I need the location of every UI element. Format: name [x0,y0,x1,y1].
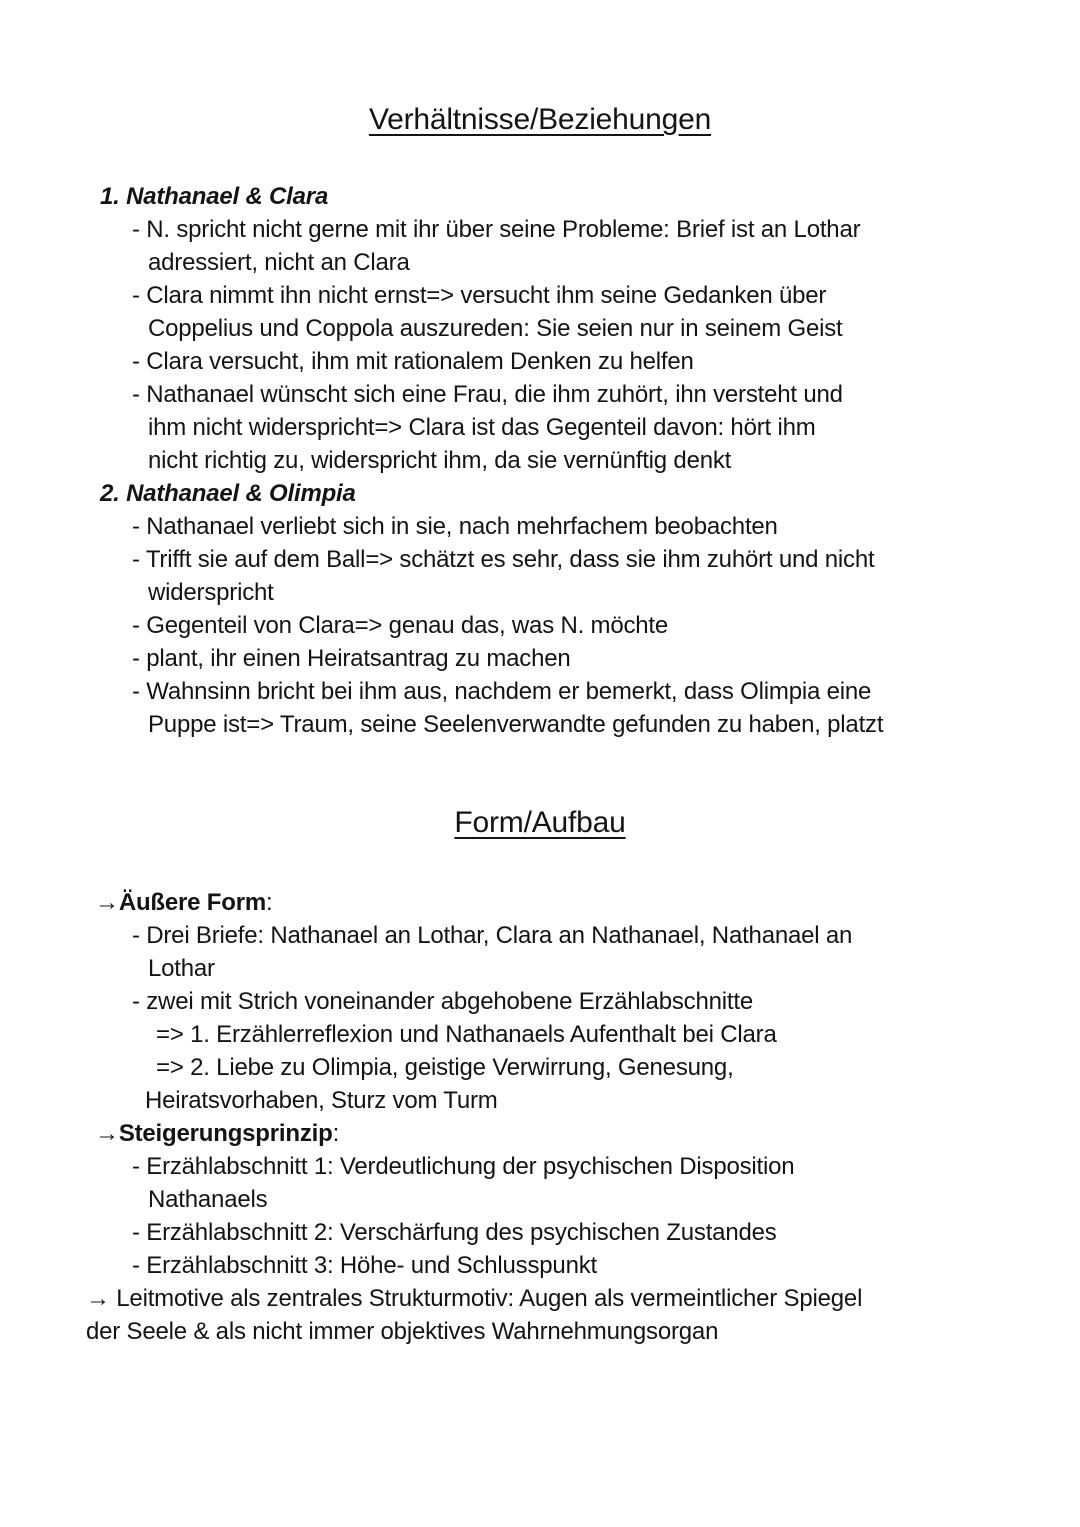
right-arrow-icon: → [95,1120,119,1147]
note-line: nicht richtig zu, widerspricht ihm, da sie vernünftig denkt [148,447,732,474]
group-heading-label: Steigerungsprinzip [118,1120,333,1147]
group-heading-steigerungsprinzip [0,1117,1080,1150]
note-line: Nathanaels [148,1186,268,1213]
group-heading-nathanael-clara: 1. Nathanael & Clara [100,183,329,210]
note-line: - plant, ihr einen Heiratsantrag zu machen [132,645,571,672]
right-arrow-icon: → [95,889,119,916]
note-line: - Erzählabschnitt 1: Verdeutlichung der psychischen Disposition [132,1153,795,1180]
note-line: widerspricht [148,579,274,606]
note-line: => 1. Erzählerreflexion und Nathanaels Aufenthalt bei Clara [156,1021,777,1048]
note-line: - Drei Briefe: Nathanael an Lothar, Clara an Nathanael, Nathanael an [132,922,853,949]
section-title-text: Verhältnisse/Beziehungen [368,103,712,136]
note-line: - Erzählabschnitt 2: Verschärfung des psychischen Zustandes [132,1219,777,1246]
note-line: - Clara nimmt ihn nicht ernst=> versucht ihm seine Gedanken über [132,282,827,309]
note-line: - Nathanael wünscht sich eine Frau, die ihm zuhört, ihn versteht und [132,381,843,408]
group-heading-aeussere-form [0,886,1080,919]
note-line: Lothar [148,955,215,982]
note-line: - Nathanael verliebt sich in sie, nach mehrfachem beobachten [132,513,778,540]
group-heading-colon: : [265,889,273,916]
group-heading-nathanael-olimpia: 2. Nathanael & Olimpia [100,480,356,507]
note-line: ihm nicht widerspricht=> Clara ist das Gegenteil davon: hört ihm [148,414,816,441]
section-title-form [0,741,1080,841]
note-line: => 2. Liebe zu Olimpia, geistige Verwirrung, Genesung, [156,1054,734,1081]
note-line: - Trifft sie auf dem Ball=> schätzt es sehr, dass sie ihm zuhört und nicht [132,546,875,573]
note-line: - Clara versucht, ihm mit rationalem Denken zu helfen [132,348,694,375]
section-title-relationships [0,0,1080,138]
note-line: - Gegenteil von Clara=> genau das, was N. möchte [132,612,669,639]
note-line: Heiratsvorhaben, Sturz vom Turm [145,1087,498,1114]
note-line: der Seele & als nicht immer objektives Wahrnehmungsorgan [86,1318,719,1345]
group-heading-label: Äußere Form [118,889,266,916]
note-line: adressiert, nicht an Clara [148,249,410,276]
group-heading-colon: : [332,1120,340,1147]
note-line: → Leitmotive als zentrales Strukturmotiv: Augen als vermeintlicher Spiegel [86,1285,863,1312]
note-line: - Erzählabschnitt 3: Höhe- und Schlusspunkt [132,1252,597,1279]
note-line: Puppe ist=> Traum, seine Seelenverwandte gefunden zu haben, platzt [148,711,884,738]
note-line: Coppelius und Coppola auszureden: Sie seien nur in seinem Geist [148,315,843,342]
note-line: - Wahnsinn bricht bei ihm aus, nachdem er bemerkt, dass Olimpia eine [132,678,872,705]
note-line: - N. spricht nicht gerne mit ihr über seine Probleme: Brief ist an Lothar [132,216,861,243]
relationships-section [0,138,1080,741]
note-line: - zwei mit Strich voneinander abgehobene Erzählabschnitte [132,988,753,1015]
section-title-text: Form/Aufbau [454,806,626,839]
form-section [0,841,1080,1348]
